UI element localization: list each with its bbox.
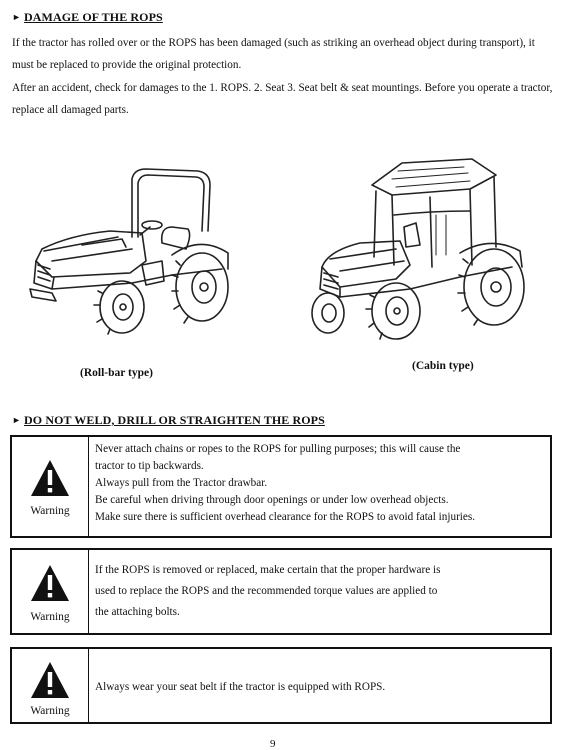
warning-triangle-icon <box>30 459 70 497</box>
warning-line: the attaching bolts. <box>95 606 180 618</box>
warning-text <box>89 649 391 722</box>
warning-line: If the ROPS is removed or replaced, make certain that the proper hardware is <box>95 564 441 576</box>
warning-label: Warning <box>30 705 70 717</box>
cabin-caption: (Cabin type) <box>412 360 474 372</box>
warning-line: used to replace the ROPS and the recommended torque values are applied to <box>95 585 438 597</box>
arrow-bullet-icon: ► <box>12 415 22 425</box>
warning-box-1 <box>10 435 552 538</box>
warning-text <box>89 550 446 633</box>
section-title: DAMAGE OF THE ROPS <box>24 10 163 24</box>
warning-icon-cell <box>12 550 89 633</box>
warning-line: Make sure there is sufficient overhead clearance for the ROPS to avoid fatal injuries. <box>95 511 476 523</box>
section-heading-do-not-weld <box>12 413 325 428</box>
warning-triangle-icon <box>30 661 70 699</box>
warning-triangle-icon <box>30 564 70 602</box>
warning-line: Never attach chains or ropes to the ROPS for pulling purposes; this will cause the <box>95 443 461 455</box>
warning-line: tractor to tip backwards. <box>95 460 204 472</box>
warning-label: Warning <box>30 611 70 623</box>
warning-text <box>89 437 481 536</box>
warning-icon-cell <box>12 649 89 722</box>
paragraph-rollover: If the tractor has rolled over or the ROPS has been damaged (such as striking an overhead object during transport), it must be replaced to provide the original protection. <box>12 37 535 71</box>
section-heading-damage <box>12 10 163 25</box>
page-number: 9 <box>270 738 276 750</box>
arrow-bullet-icon: ► <box>12 12 22 22</box>
warning-icon-cell <box>12 437 89 536</box>
section-title: DO NOT WELD, DRILL OR STRAIGHTEN THE ROPS <box>24 413 325 427</box>
warning-line: Always wear your seat belt if the tractor is equipped with ROPS. <box>95 681 386 693</box>
warning-box-2 <box>10 548 552 635</box>
warning-box-3 <box>10 647 552 724</box>
warning-label: Warning <box>30 505 70 517</box>
paragraph-after-accident: After an accident, check for damages to the 1. ROPS. 2. Seat 3. Seat belt & seat mountings. Before you operate a tractor, replace all damaged parts. <box>12 82 553 116</box>
cabin-tractor-illustration <box>300 155 532 345</box>
rollbar-caption: (Roll-bar type) <box>80 367 153 379</box>
rollbar-tractor-illustration <box>22 165 234 345</box>
warning-line: Always pull from the Tractor drawbar. <box>95 477 268 489</box>
warning-line: Be careful when driving through door openings or under low overhead objects. <box>95 494 449 506</box>
